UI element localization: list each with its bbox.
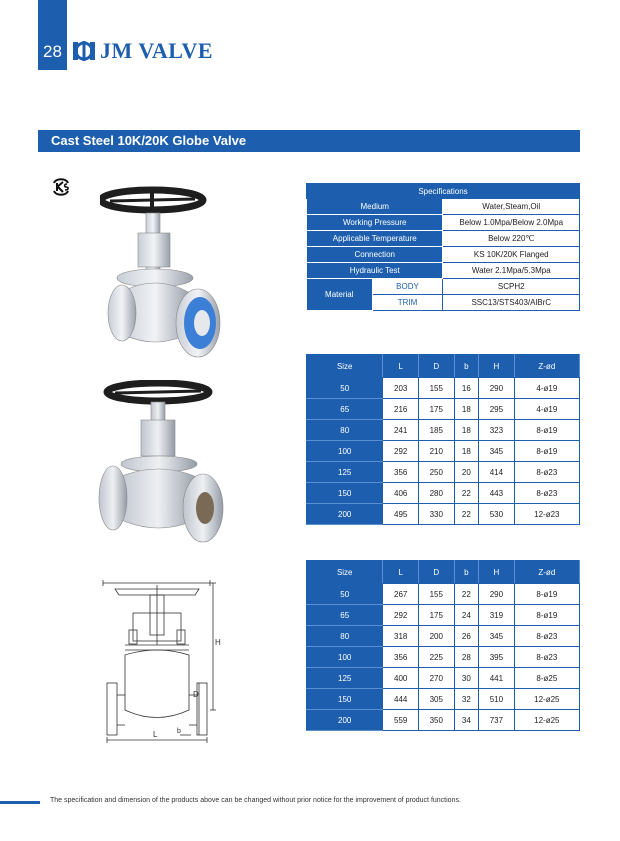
table-cell: 356	[383, 647, 419, 668]
table-cell: 22	[454, 483, 479, 504]
column-header: Size	[307, 355, 383, 378]
table-header-row	[307, 561, 580, 584]
ks-mark-icon	[50, 177, 72, 197]
table-cell: 290	[479, 378, 515, 399]
table-cell: 292	[383, 605, 419, 626]
table-cell: 30	[454, 668, 479, 689]
page-number: 28	[43, 42, 62, 61]
table-cell: 330	[419, 504, 455, 525]
column-header: Z-ød	[514, 561, 579, 584]
column-header: Z-ød	[514, 355, 579, 378]
table-cell: 18	[454, 420, 479, 441]
table-cell: 24	[454, 605, 479, 626]
table-cell: 495	[383, 504, 419, 525]
size-cell: 200	[307, 504, 383, 525]
table-row	[307, 605, 580, 626]
table-cell: 444	[383, 689, 419, 710]
table-cell: 155	[419, 584, 455, 605]
drawing-label-b: b	[177, 728, 181, 735]
table-row	[307, 710, 580, 731]
spec-header: Specifications	[307, 184, 580, 199]
material-label: Material	[307, 279, 373, 311]
table-row	[307, 647, 580, 668]
table-cell: 443	[479, 483, 515, 504]
dimension-table-20k	[306, 560, 580, 731]
column-header: H	[479, 561, 515, 584]
drawing-label-d: D	[193, 690, 199, 699]
size-cell: 65	[307, 605, 383, 626]
footer-note: The specification and dimension of the products above can be changed without prior notice for the improvement of product functions.	[50, 797, 461, 804]
column-header: D	[419, 355, 455, 378]
table-cell: 4-ø19	[514, 378, 579, 399]
table-cell: 414	[479, 462, 515, 483]
table-cell: 270	[419, 668, 455, 689]
table-cell: 318	[383, 626, 419, 647]
specifications-table	[306, 183, 580, 311]
table-cell: 155	[419, 378, 455, 399]
brand	[72, 38, 213, 64]
page-title: Cast Steel 10K/20K Globe Valve	[38, 130, 580, 152]
table-row	[307, 584, 580, 605]
footer-rule	[0, 801, 40, 804]
jm-logo-icon	[72, 39, 96, 63]
table-cell: 395	[479, 647, 515, 668]
table-cell: 400	[383, 668, 419, 689]
size-cell: 150	[307, 689, 383, 710]
table-cell: 267	[383, 584, 419, 605]
table-cell: 292	[383, 441, 419, 462]
table-row	[307, 689, 580, 710]
size-cell: 80	[307, 420, 383, 441]
size-cell: 100	[307, 441, 383, 462]
table-row	[307, 483, 580, 504]
table-cell: 26	[454, 626, 479, 647]
size-cell: 150	[307, 483, 383, 504]
table-cell: 210	[419, 441, 455, 462]
table-cell: 280	[419, 483, 455, 504]
table-cell: 530	[479, 504, 515, 525]
table-cell: 8-ø19	[514, 605, 579, 626]
table-cell: 356	[383, 462, 419, 483]
table-cell: 345	[479, 626, 515, 647]
column-header: L	[383, 355, 419, 378]
table-cell: 8-ø23	[514, 647, 579, 668]
table-cell: 8-ø19	[514, 441, 579, 462]
table-cell: 175	[419, 399, 455, 420]
table-cell: 32	[454, 689, 479, 710]
column-header: b	[454, 561, 479, 584]
valve-drawing	[95, 575, 230, 750]
table-row	[307, 420, 580, 441]
table-cell: 319	[479, 605, 515, 626]
size-cell: 100	[307, 647, 383, 668]
table-cell: 290	[479, 584, 515, 605]
table-cell: 8-ø23	[514, 462, 579, 483]
table-row: Connection KS 10K/20K Flanged	[307, 247, 580, 263]
size-cell: 50	[307, 584, 383, 605]
table-cell: 406	[383, 483, 419, 504]
table-row: Medium Water,Steam,Oil	[307, 199, 580, 215]
table-cell: 345	[479, 441, 515, 462]
drawing-label-l: L	[153, 730, 158, 739]
table-cell: 34	[454, 710, 479, 731]
size-cell: 125	[307, 668, 383, 689]
table-cell: 441	[479, 668, 515, 689]
table-cell: 8-ø19	[514, 584, 579, 605]
table-row	[307, 399, 580, 420]
table-row: TRIM SSC13/STS403/AlBrC	[307, 295, 580, 311]
table-cell: 295	[479, 399, 515, 420]
table-cell: 185	[419, 420, 455, 441]
table-header-row	[307, 355, 580, 378]
dimension-table-10k	[306, 354, 580, 525]
size-cell: 125	[307, 462, 383, 483]
table-cell: 323	[479, 420, 515, 441]
table-cell: 20	[454, 462, 479, 483]
table-cell: 225	[419, 647, 455, 668]
table-row	[307, 441, 580, 462]
size-cell: 65	[307, 399, 383, 420]
table-cell: 28	[454, 647, 479, 668]
table-cell: 8-ø25	[514, 668, 579, 689]
brand-name: JM VALVE	[100, 38, 214, 63]
table-cell: 18	[454, 399, 479, 420]
table-cell: 305	[419, 689, 455, 710]
column-header: b	[454, 355, 479, 378]
table-row	[307, 504, 580, 525]
table-cell: 22	[454, 584, 479, 605]
column-header: D	[419, 561, 455, 584]
table-row	[307, 378, 580, 399]
table-row	[307, 462, 580, 483]
table-cell: 510	[479, 689, 515, 710]
table-cell: 12-ø25	[514, 689, 579, 710]
table-cell: 559	[383, 710, 419, 731]
table-cell: 250	[419, 462, 455, 483]
table-cell: 203	[383, 378, 419, 399]
size-cell: 80	[307, 626, 383, 647]
column-header: H	[479, 355, 515, 378]
table-cell: 8-ø19	[514, 420, 579, 441]
table-cell: 241	[383, 420, 419, 441]
valve-photo-steel	[95, 380, 225, 550]
table-row: Material BODY SCPH2	[307, 279, 580, 295]
table-cell: 175	[419, 605, 455, 626]
valve-photo-blue	[100, 183, 225, 368]
size-cell: 50	[307, 378, 383, 399]
table-row: Working Pressure Below 1.0Mpa/Below 2.0Mpa	[307, 215, 580, 231]
table-cell: 16	[454, 378, 479, 399]
table-cell: 12-ø25	[514, 710, 579, 731]
table-cell: 18	[454, 441, 479, 462]
table-cell: 8-ø23	[514, 483, 579, 504]
size-cell: 200	[307, 710, 383, 731]
column-header: Size	[307, 561, 383, 584]
table-cell: 200	[419, 626, 455, 647]
table-cell: 22	[454, 504, 479, 525]
drawing-label-h: H	[215, 638, 221, 647]
table-cell: 8-ø23	[514, 626, 579, 647]
table-cell: 737	[479, 710, 515, 731]
table-row: Hydraulic Test Water 2.1Mpa/5.3Mpa	[307, 263, 580, 279]
table-cell: 350	[419, 710, 455, 731]
column-header: L	[383, 561, 419, 584]
table-row	[307, 668, 580, 689]
table-cell: 4-ø19	[514, 399, 579, 420]
table-cell: 216	[383, 399, 419, 420]
table-row	[307, 626, 580, 647]
table-row: Applicable Temperature Below 220℃	[307, 231, 580, 247]
table-cell: 12-ø23	[514, 504, 579, 525]
